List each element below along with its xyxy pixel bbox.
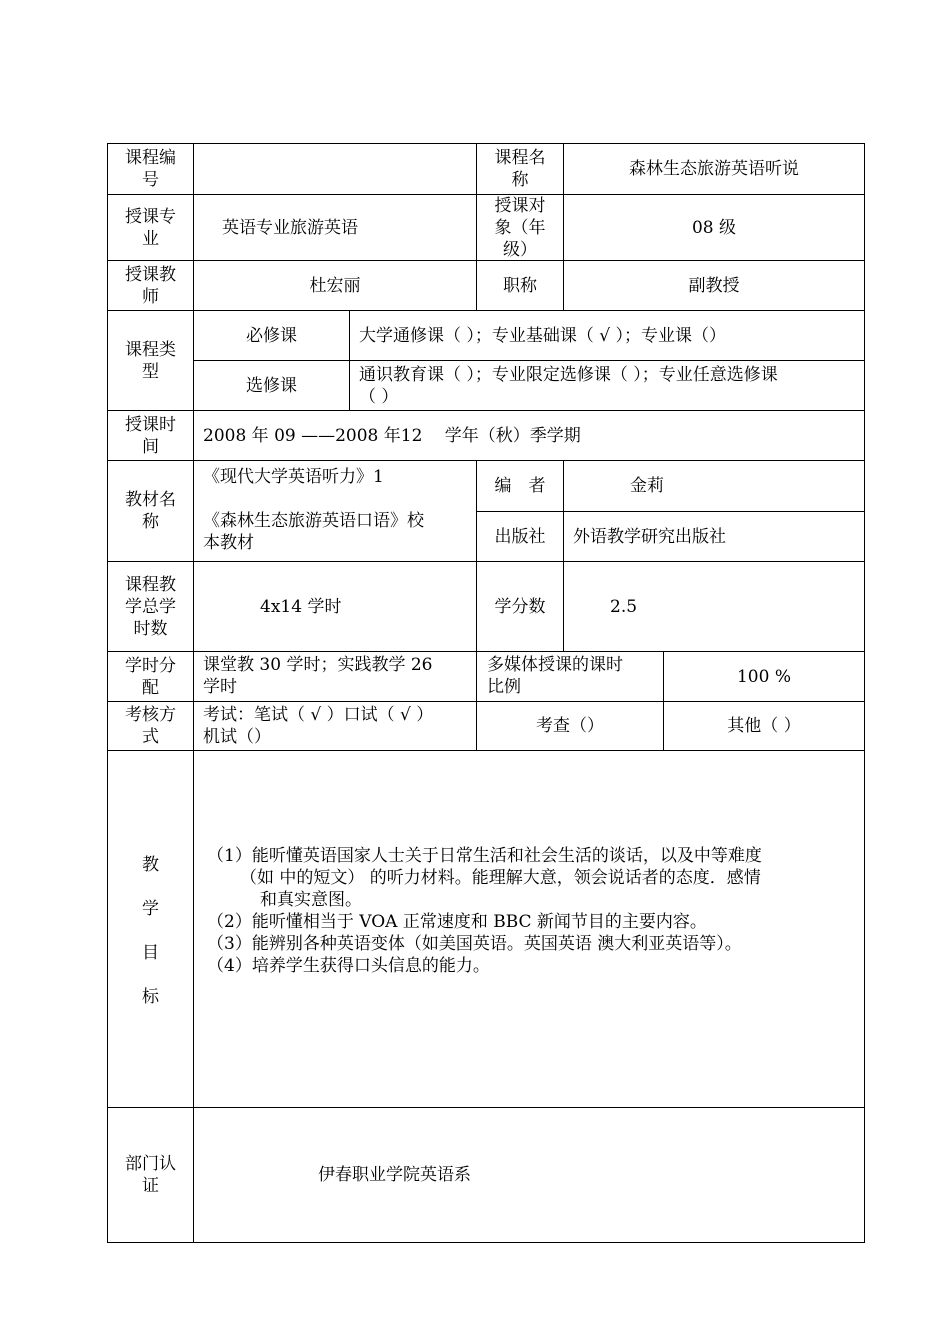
target-label: 授课对象（年级） [494, 195, 546, 260]
elective-value [350, 364, 864, 410]
rule [864, 143, 865, 1243]
goals-label-char: 学 [142, 899, 159, 919]
editor-value: 金莉 [630, 476, 664, 496]
goals-label [108, 751, 193, 1107]
hours-split-label: 学时分配 [125, 655, 176, 698]
goal-line: （3）能辨别各种英语变体（如美国英语。英国英语 澳大利亚英语等）。 [207, 934, 742, 954]
title-label: 职称 [503, 275, 537, 296]
assessment-exam [194, 704, 476, 750]
multimedia-value: 100 % [736, 666, 791, 687]
required-value: 大学通修课（ ）；专业基础课（ √ ）；专业课（） [359, 325, 727, 346]
editor-label: 编 者 [494, 476, 546, 496]
publisher-value: 外语教学研究出版社 [573, 526, 726, 547]
goal-line: （2）能听懂相当于 VOA 正常速度和 BBC 新闻节目的主要内容。 [207, 912, 707, 932]
goals-label-char: 标 [142, 987, 159, 1007]
course-name-value: 森林生态旅游英语听说 [629, 159, 799, 179]
hours-label: 课程教学总学时数 [125, 574, 176, 639]
assessment-label: 考核方式 [125, 705, 176, 747]
goal-line: （1）能听懂英语国家人士关于日常生活和社会生活的谈话，以及中等难度 [207, 846, 762, 866]
multimedia-label-line1: 多媒体授课的课时 [487, 655, 623, 675]
hours-split-line2: 学时 [203, 677, 237, 697]
teacher-value: 杜宏丽 [309, 275, 361, 296]
hours-value: 4x14 学时 [260, 596, 342, 617]
goal-line: （4）培养学生获得口头信息的能力。 [207, 956, 490, 976]
department-label: 部门认证 [125, 1154, 176, 1196]
goal-line: （如 中的短文） 的听力材料。能理解大意，领会说话者的态度．感情 [240, 868, 761, 888]
textbook-books [194, 466, 476, 560]
hours-split-line1: 课堂教 30 学时；实践教学 26 [203, 655, 433, 675]
rule [107, 750, 865, 751]
time-value: 2008 年 09 ——2008 年12 学年（秋）季学期 [203, 425, 581, 446]
assessment-other: 其他（ ） [727, 716, 801, 736]
book-2-line1: 《森林生态旅游英语口语》校 [203, 511, 424, 531]
multimedia-label [477, 654, 663, 700]
assessment-check: 考查（） [536, 716, 604, 736]
publisher-label: 出版社 [494, 526, 546, 547]
goals-label-char: 教 [142, 855, 159, 875]
goal-line: 和真实意图。 [260, 890, 362, 910]
course-name-label: 课程名称 [494, 148, 546, 190]
major-label: 授课专业 [125, 206, 176, 249]
elective-label: 选修课 [246, 375, 297, 396]
department-value: 伊春职业学院英语系 [318, 1165, 471, 1185]
credit-label: 学分数 [494, 596, 546, 617]
course-type-label: 课程类型 [125, 339, 176, 382]
credit-value: 2.5 [610, 596, 638, 617]
goals-label-char: 目 [142, 943, 159, 963]
book-2-line2: 本教材 [203, 533, 254, 553]
major-value: 英语专业旅游英语 [222, 217, 358, 238]
required-label: 必修课 [246, 325, 297, 346]
assessment-exam-line1: 考试：笔试（ √ ）口试（ √ ） [203, 705, 434, 725]
course-number-value [194, 144, 476, 194]
hours-split-value [194, 654, 476, 700]
target-value: 08 级 [691, 217, 737, 238]
title-value: 副教授 [688, 275, 740, 296]
rule [107, 1242, 865, 1243]
course-number-label: 课程编号 [125, 148, 176, 190]
elective-value-line2: （ ） [359, 387, 399, 407]
book-1: 《现代大学英语听力》1 [203, 467, 384, 487]
teacher-label: 授课教师 [125, 264, 176, 307]
textbook-label: 教材名称 [125, 490, 176, 532]
multimedia-label-line2: 比例 [487, 677, 521, 697]
assessment-exam-line2: 机试（） [203, 727, 271, 747]
elective-value-line1: 通识教育课（ ）；专业限定选修课（ ）；专业任意选修课 [359, 365, 778, 385]
time-label: 授课时间 [125, 414, 176, 457]
